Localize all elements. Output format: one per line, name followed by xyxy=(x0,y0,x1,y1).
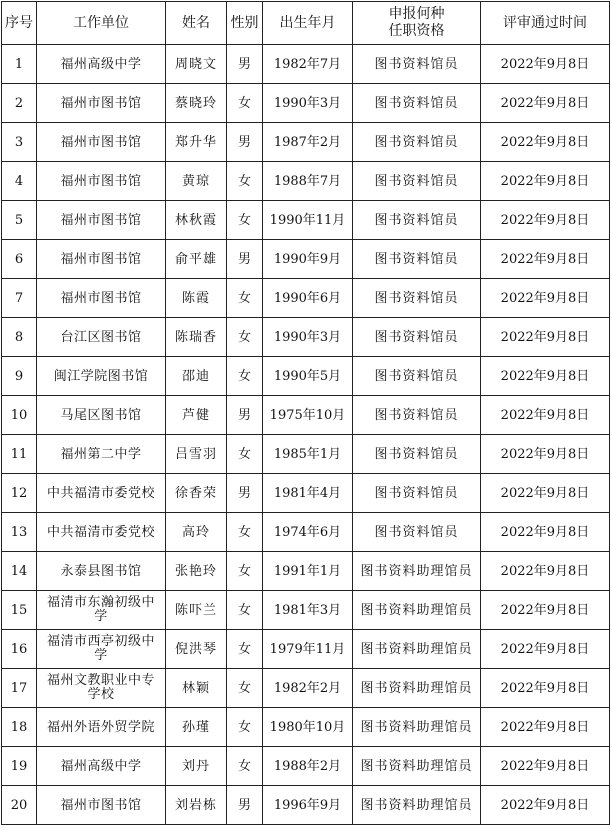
table-row xyxy=(2,474,610,513)
cell-gender: 女 xyxy=(227,591,263,630)
cell-birth: 1974年6月 xyxy=(263,513,353,552)
cell-gender: 男 xyxy=(227,474,263,513)
cell-qualification: 图书资料馆员 xyxy=(353,513,481,552)
table-row xyxy=(2,318,610,357)
cell-seq: 10 xyxy=(2,396,37,435)
cell-qualification: 图书资料助理馆员 xyxy=(353,630,481,669)
qualification-table xyxy=(1,1,610,825)
cell-seq: 7 xyxy=(2,279,37,318)
cell-birth: 1982年2月 xyxy=(263,669,353,708)
cell-qualification: 图书资料馆员 xyxy=(353,123,481,162)
cell-birth: 1990年6月 xyxy=(263,279,353,318)
cell-gender: 女 xyxy=(227,513,263,552)
cell-gender: 女 xyxy=(227,162,263,201)
cell-birth: 1990年3月 xyxy=(263,84,353,123)
cell-seq: 16 xyxy=(2,630,37,669)
table-row xyxy=(2,786,610,825)
cell-name: 陈霞 xyxy=(166,279,227,318)
cell-name: 徐香荣 xyxy=(166,474,227,513)
cell-approval-date: 2022年9月8日 xyxy=(481,84,610,123)
cell-approval-date: 2022年9月8日 xyxy=(481,435,610,474)
cell-name: 蔡晓玲 xyxy=(166,84,227,123)
cell-unit xyxy=(37,396,166,435)
cell-gender: 男 xyxy=(227,396,263,435)
cell-unit-text: 福州高级中学 xyxy=(60,758,142,774)
cell-seq: 4 xyxy=(2,162,37,201)
cell-birth: 1975年10月 xyxy=(263,396,353,435)
cell-unit xyxy=(37,474,166,513)
cell-name: 俞平雄 xyxy=(166,240,227,279)
table-row xyxy=(2,513,610,552)
cell-unit-text: 福州市图书馆 xyxy=(60,212,142,228)
cell-birth: 1981年4月 xyxy=(263,474,353,513)
header-qualification xyxy=(353,2,481,45)
cell-gender: 女 xyxy=(227,669,263,708)
cell-name: 郑升华 xyxy=(166,123,227,162)
table-row xyxy=(2,162,610,201)
cell-gender: 男 xyxy=(227,786,263,825)
cell-approval-date: 2022年9月8日 xyxy=(481,786,610,825)
cell-unit-text: 福州市图书馆 xyxy=(60,95,142,111)
cell-seq: 3 xyxy=(2,123,37,162)
cell-unit-text: 福州第二中学 xyxy=(60,446,142,462)
cell-seq: 19 xyxy=(2,747,37,786)
cell-name: 高玲 xyxy=(166,513,227,552)
cell-seq: 18 xyxy=(2,708,37,747)
cell-gender: 男 xyxy=(227,123,263,162)
table-row xyxy=(2,552,610,591)
cell-approval-date: 2022年9月8日 xyxy=(481,201,610,240)
cell-unit-text: 台江区图书馆 xyxy=(60,329,142,345)
cell-approval-date: 2022年9月8日 xyxy=(481,591,610,630)
cell-seq: 11 xyxy=(2,435,37,474)
cell-birth: 1990年11月 xyxy=(263,201,353,240)
cell-name: 芦健 xyxy=(166,396,227,435)
cell-qualification: 图书资料馆员 xyxy=(353,474,481,513)
cell-approval-date: 2022年9月8日 xyxy=(481,669,610,708)
table-row xyxy=(2,84,610,123)
cell-name: 刘岩栋 xyxy=(166,786,227,825)
cell-approval-date: 2022年9月8日 xyxy=(481,162,610,201)
cell-qualification: 图书资料助理馆员 xyxy=(353,786,481,825)
cell-unit-text: 中共福清市委党校 xyxy=(46,485,155,501)
cell-unit xyxy=(37,435,166,474)
cell-approval-date: 2022年9月8日 xyxy=(481,123,610,162)
cell-unit-text: 福州市图书馆 xyxy=(60,797,142,813)
cell-birth: 1990年3月 xyxy=(263,318,353,357)
cell-gender: 女 xyxy=(227,747,263,786)
cell-birth: 1985年1月 xyxy=(263,435,353,474)
cell-name: 黄琼 xyxy=(166,162,227,201)
cell-qualification: 图书资料馆员 xyxy=(353,162,481,201)
header-row xyxy=(2,2,610,45)
cell-unit-text: 闽江学院图书馆 xyxy=(53,368,149,384)
cell-seq: 12 xyxy=(2,474,37,513)
cell-birth: 1996年9月 xyxy=(263,786,353,825)
cell-birth: 1981年3月 xyxy=(263,591,353,630)
cell-birth: 1988年7月 xyxy=(263,162,353,201)
cell-qualification: 图书资料助理馆员 xyxy=(353,708,481,747)
cell-qualification: 图书资料馆员 xyxy=(353,357,481,396)
cell-birth: 1980年10月 xyxy=(263,708,353,747)
cell-birth: 1979年11月 xyxy=(263,630,353,669)
header-approval-date: 评审通过时间 xyxy=(481,2,610,45)
cell-gender: 女 xyxy=(227,552,263,591)
cell-seq: 20 xyxy=(2,786,37,825)
header-seq: 序号 xyxy=(2,2,37,45)
table-row xyxy=(2,201,610,240)
table-row xyxy=(2,435,610,474)
header-birth: 出生年月 xyxy=(263,2,353,45)
cell-approval-date: 2022年9月8日 xyxy=(481,630,610,669)
header-qualification-line2: 任职资格 xyxy=(388,23,445,39)
cell-seq: 17 xyxy=(2,669,37,708)
cell-name: 林秋霞 xyxy=(166,201,227,240)
cell-qualification: 图书资料馆员 xyxy=(353,84,481,123)
cell-unit xyxy=(37,201,166,240)
cell-unit-text: 福州外语外贸学院 xyxy=(46,719,155,735)
cell-qualification: 图书资料馆员 xyxy=(353,318,481,357)
cell-gender: 女 xyxy=(227,435,263,474)
cell-unit-text: 福州市图书馆 xyxy=(60,290,142,306)
cell-seq: 8 xyxy=(2,318,37,357)
cell-name: 陈瑞香 xyxy=(166,318,227,357)
cell-qualification: 图书资料馆员 xyxy=(353,435,481,474)
cell-qualification: 图书资料馆员 xyxy=(353,396,481,435)
cell-qualification: 图书资料馆员 xyxy=(353,240,481,279)
cell-name: 陈吓兰 xyxy=(166,591,227,630)
cell-unit xyxy=(37,669,166,708)
cell-unit xyxy=(37,591,166,630)
cell-gender: 男 xyxy=(227,45,263,84)
cell-seq: 15 xyxy=(2,591,37,630)
table-row xyxy=(2,396,610,435)
cell-gender: 女 xyxy=(227,279,263,318)
cell-unit-text: 福州市图书馆 xyxy=(60,173,142,189)
cell-unit-text: 福州市图书馆 xyxy=(60,134,142,150)
table-row xyxy=(2,630,610,669)
cell-gender: 女 xyxy=(227,357,263,396)
cell-birth: 1990年9月 xyxy=(263,240,353,279)
table-row xyxy=(2,357,610,396)
table-row xyxy=(2,708,610,747)
cell-unit xyxy=(37,513,166,552)
cell-seq: 14 xyxy=(2,552,37,591)
cell-name: 张艳玲 xyxy=(166,552,227,591)
cell-unit xyxy=(37,630,166,669)
cell-qualification: 图书资料助理馆员 xyxy=(353,747,481,786)
cell-unit xyxy=(37,786,166,825)
table-row xyxy=(2,591,610,630)
cell-unit xyxy=(37,162,166,201)
cell-birth: 1990年5月 xyxy=(263,357,353,396)
cell-unit-text: 福清市东瀚初级中学 xyxy=(46,595,155,624)
cell-qualification: 图书资料馆员 xyxy=(353,201,481,240)
cell-qualification: 图书资料助理馆员 xyxy=(353,591,481,630)
cell-qualification: 图书资料馆员 xyxy=(353,45,481,84)
cell-name: 刘丹 xyxy=(166,747,227,786)
table-row xyxy=(2,747,610,786)
cell-seq: 6 xyxy=(2,240,37,279)
cell-seq: 1 xyxy=(2,45,37,84)
table-row xyxy=(2,123,610,162)
cell-name: 吕雪羽 xyxy=(166,435,227,474)
header-unit: 工作单位 xyxy=(37,2,166,45)
table-row xyxy=(2,279,610,318)
cell-birth: 1991年1月 xyxy=(263,552,353,591)
cell-gender: 女 xyxy=(227,201,263,240)
cell-approval-date: 2022年9月8日 xyxy=(481,318,610,357)
cell-seq: 5 xyxy=(2,201,37,240)
cell-unit-text: 永泰县图书馆 xyxy=(60,563,142,579)
cell-gender: 女 xyxy=(227,84,263,123)
cell-gender: 男 xyxy=(227,240,263,279)
cell-unit-text: 福州市图书馆 xyxy=(60,251,142,267)
header-name: 姓名 xyxy=(166,2,227,45)
cell-unit xyxy=(37,240,166,279)
cell-gender: 女 xyxy=(227,318,263,357)
cell-name: 孙瑾 xyxy=(166,708,227,747)
cell-unit-text: 马尾区图书馆 xyxy=(60,407,142,423)
table-body xyxy=(2,45,610,825)
cell-approval-date: 2022年9月8日 xyxy=(481,45,610,84)
cell-approval-date: 2022年9月8日 xyxy=(481,552,610,591)
cell-birth: 1987年2月 xyxy=(263,123,353,162)
cell-unit xyxy=(37,552,166,591)
cell-approval-date: 2022年9月8日 xyxy=(481,708,610,747)
cell-approval-date: 2022年9月8日 xyxy=(481,240,610,279)
cell-approval-date: 2022年9月8日 xyxy=(481,474,610,513)
cell-approval-date: 2022年9月8日 xyxy=(481,279,610,318)
cell-unit xyxy=(37,708,166,747)
cell-unit xyxy=(37,45,166,84)
cell-seq: 13 xyxy=(2,513,37,552)
cell-qualification: 图书资料馆员 xyxy=(353,279,481,318)
cell-birth: 1988年2月 xyxy=(263,747,353,786)
cell-qualification: 图书资料助理馆员 xyxy=(353,669,481,708)
cell-unit xyxy=(37,357,166,396)
cell-unit xyxy=(37,123,166,162)
cell-name: 邵迪 xyxy=(166,357,227,396)
cell-unit-text: 中共福清市委党校 xyxy=(46,524,155,540)
cell-name: 周晓文 xyxy=(166,45,227,84)
cell-seq: 9 xyxy=(2,357,37,396)
table-row xyxy=(2,240,610,279)
cell-gender: 女 xyxy=(227,708,263,747)
cell-unit-text: 福清市西亭初级中学 xyxy=(46,634,155,663)
cell-approval-date: 2022年9月8日 xyxy=(481,357,610,396)
cell-unit-text: 福州文教职业中专学校 xyxy=(46,673,155,702)
cell-unit xyxy=(37,84,166,123)
cell-approval-date: 2022年9月8日 xyxy=(481,513,610,552)
table-row xyxy=(2,669,610,708)
header-gender: 性别 xyxy=(227,2,263,45)
cell-unit xyxy=(37,747,166,786)
table-row xyxy=(2,45,610,84)
cell-gender: 女 xyxy=(227,630,263,669)
cell-qualification: 图书资料助理馆员 xyxy=(353,552,481,591)
cell-name: 林颖 xyxy=(166,669,227,708)
cell-name: 倪洪琴 xyxy=(166,630,227,669)
cell-unit-text: 福州高级中学 xyxy=(60,56,142,72)
cell-approval-date: 2022年9月8日 xyxy=(481,396,610,435)
header-qualification-line1: 申报何种 xyxy=(388,6,445,22)
cell-birth: 1982年7月 xyxy=(263,45,353,84)
cell-unit xyxy=(37,279,166,318)
cell-seq: 2 xyxy=(2,84,37,123)
cell-approval-date: 2022年9月8日 xyxy=(481,747,610,786)
cell-unit xyxy=(37,318,166,357)
